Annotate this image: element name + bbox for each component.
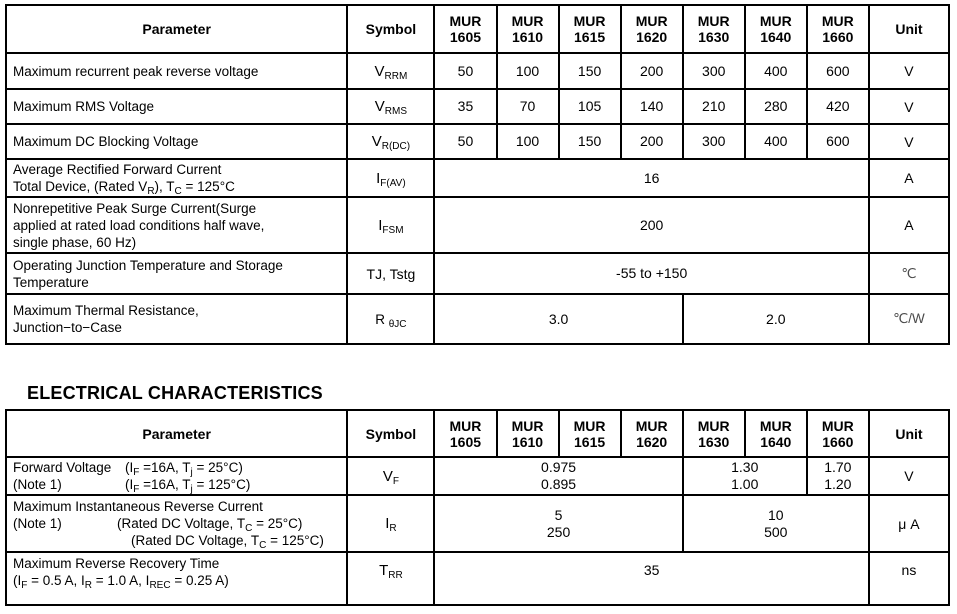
header-line: MUR	[635, 417, 668, 434]
note-text: (Note 1)	[13, 477, 62, 492]
table-row-vrrm	[6, 53, 949, 89]
value-cell: 100	[497, 53, 559, 89]
header-line: 1615	[574, 433, 606, 450]
value-line: 500	[764, 523, 788, 540]
parameter-text: Maximum Thermal Resistance,	[13, 303, 199, 318]
value-cell: 400	[745, 124, 807, 159]
value-cell: 300	[683, 124, 745, 159]
table-row-vrms	[6, 89, 949, 124]
column-header-parameter: Parameter	[6, 410, 347, 457]
parameter-text: Average Rectified Forward Current	[13, 162, 222, 177]
column-header-symbol: Symbol	[347, 5, 434, 53]
header-line: 1640	[760, 433, 792, 450]
unit-cell: V	[869, 89, 949, 124]
header-line: MUR	[449, 13, 482, 29]
header-line: 1620	[636, 433, 668, 450]
value-cell: 150	[559, 53, 621, 89]
header-line: 1615	[574, 29, 606, 45]
parameter-cell	[6, 197, 347, 253]
value-cell	[434, 495, 682, 552]
electrical-header-row	[6, 410, 949, 457]
value-cell: -55 to +150	[434, 253, 868, 294]
header-line: MUR	[697, 13, 730, 29]
symbol-cell: $V_F$	[347, 457, 434, 495]
header-line: 1660	[822, 29, 854, 45]
parameter-text: applied at rated load conditions half wave,	[13, 217, 265, 233]
column-header-mur1605	[434, 410, 496, 457]
symbol-cell: R $_{\theta JC}$	[347, 294, 434, 344]
table-row-tj-tstg	[6, 253, 949, 294]
unit-cell: A	[869, 159, 949, 197]
value-cell: 280	[745, 89, 807, 124]
parameter-text: Forward Voltage	[13, 460, 112, 475]
table-row-vf	[6, 457, 949, 495]
unit-cell: ℃/W	[869, 294, 949, 344]
header-line: MUR	[449, 417, 482, 434]
header-line: 1610	[511, 29, 544, 45]
value-cell: 50	[434, 124, 496, 159]
parameter-cell	[6, 53, 347, 89]
value-cell: 600	[807, 124, 869, 159]
header-line: MUR	[759, 417, 792, 434]
parameter-cell	[6, 159, 347, 197]
symbol-cell: TJ, Tstg	[347, 253, 434, 294]
value-cell: 300	[683, 53, 745, 89]
unit-cell: V	[869, 53, 949, 89]
column-header-mur1640	[745, 410, 807, 457]
unit-cell: V	[869, 124, 949, 159]
value-cell: 2.0	[683, 294, 869, 344]
electrical-characteristics-table	[5, 409, 950, 606]
parameter-text: Maximum Instantaneous Reverse Current	[13, 499, 263, 514]
column-header-mur1615	[559, 410, 621, 457]
symbol-cell: $T_{RR}$	[347, 552, 434, 605]
parameter-cell	[6, 124, 347, 159]
value-cell: 35	[434, 89, 496, 124]
condition-text: ($I_F =16A$, $T_j = 25^\circ C$)	[125, 460, 243, 478]
header-line: MUR	[759, 13, 792, 29]
value-line: 1.70	[824, 459, 852, 475]
unit-cell: ℃	[869, 253, 949, 294]
table-row-ir	[6, 495, 949, 552]
value-line: 5	[554, 506, 563, 523]
value-cell: 105	[559, 89, 621, 124]
parameter-text: Temperature	[13, 274, 89, 290]
header-line: 1660	[822, 433, 854, 450]
header-line: MUR	[821, 13, 854, 29]
ratings-header-row	[6, 5, 949, 53]
column-header-symbol: Symbol	[347, 410, 434, 457]
value-cell	[434, 457, 682, 495]
value-line: 10	[767, 506, 784, 523]
column-header-mur1610	[497, 410, 559, 457]
value-cell: 200	[621, 124, 683, 159]
parameter-text: Total Device, (Rated $V_R$), $T_C = 125^\circ C$	[13, 179, 235, 197]
column-header-mur1660	[807, 410, 869, 457]
header-line: MUR	[821, 417, 854, 434]
value-cell: 200	[621, 53, 683, 89]
parameter-cell	[6, 89, 347, 124]
header-line: MUR	[511, 13, 544, 29]
parameter-text: single phase, 60 Hz)	[13, 234, 137, 250]
table-row-vrdc	[6, 124, 949, 159]
value-cell: 70	[497, 89, 559, 124]
value-line: 1.00	[731, 476, 759, 492]
maximum-ratings-table	[5, 4, 950, 345]
value-cell: 210	[683, 89, 745, 124]
column-header-mur1660	[807, 5, 869, 53]
value-cell: 150	[559, 124, 621, 159]
header-line: MUR	[511, 417, 544, 434]
column-header-unit: Unit	[869, 410, 949, 457]
parameter-cell	[6, 457, 347, 495]
value-cell	[683, 495, 869, 552]
header-line: MUR	[573, 13, 606, 29]
parameter-text: Maximum recurrent peak reverse voltage	[13, 63, 259, 79]
value-line: 250	[546, 523, 571, 540]
header-line: MUR	[573, 417, 606, 434]
unit-cell: V	[869, 457, 949, 495]
header-line: 1605	[449, 433, 482, 450]
column-header-mur1630	[683, 410, 745, 457]
symbol-cell: $V_{RMS}$	[347, 89, 434, 124]
parameter-text: Nonrepetitive Peak Surge Current(Surge	[13, 200, 257, 216]
column-header-mur1605	[434, 5, 496, 53]
value-cell	[683, 457, 807, 495]
column-header-mur1620	[621, 5, 683, 53]
condition-text: ($I_F =16A$, $T_j = 125^\circ C$)	[125, 477, 251, 495]
table-row-rthjc	[6, 294, 949, 344]
header-line: MUR	[635, 13, 668, 29]
symbol-cell: $I_R$	[347, 495, 434, 552]
value-cell: 140	[621, 89, 683, 124]
condition-text: (Rated DC Voltage, $T_C = 25^\circ C$)	[117, 516, 303, 534]
condition-text: (Rated DC Voltage, $T_C = 125^\circ C$)	[131, 533, 324, 551]
header-line: MUR	[697, 417, 730, 434]
parameter-cell	[6, 294, 347, 344]
column-header-mur1640	[745, 5, 807, 53]
parameter-text: Operating Junction Temperature and Storage	[13, 257, 283, 273]
symbol-cell: $V_{R(DC)}$	[347, 124, 434, 159]
unit-cell: μ A	[869, 495, 949, 552]
column-header-mur1615	[559, 5, 621, 53]
condition-text: ($I_F = 0.5$ A, $I_R = 1.0$ A, $I_{REC} = 0.25$ A)	[13, 573, 229, 591]
column-header-unit: Unit	[869, 5, 949, 53]
parameter-text: Junction−to−Case	[13, 320, 122, 335]
value-cell: 50	[434, 53, 496, 89]
value-line: 0.975	[541, 459, 577, 475]
table-row-trr	[6, 552, 949, 605]
value-line: 0.895	[541, 476, 577, 492]
header-line: 1640	[760, 29, 792, 45]
column-header-mur1620	[621, 410, 683, 457]
value-line: 1.30	[731, 459, 759, 475]
parameter-text: Maximum RMS Voltage	[13, 99, 155, 114]
value-cell: 35	[434, 552, 868, 605]
header-line: 1605	[449, 29, 482, 45]
header-line: 1620	[636, 29, 668, 45]
parameter-cell	[6, 495, 347, 552]
header-line: 1630	[698, 433, 730, 450]
column-header-mur1630	[683, 5, 745, 53]
value-cell	[807, 457, 869, 495]
symbol-cell: $I_{FSM}$	[347, 197, 434, 253]
parameter-cell	[6, 552, 347, 605]
symbol-cell: $I_{F(AV)}$	[347, 159, 434, 197]
symbol-cell: $V_{RRM}$	[347, 53, 434, 89]
value-cell: 600	[807, 53, 869, 89]
section-title-electrical-characteristics: ELECTRICAL CHARACTERISTICS	[27, 383, 323, 403]
unit-cell: ns	[869, 552, 949, 605]
value-line: 1.20	[824, 476, 852, 492]
value-cell: 200	[434, 197, 868, 253]
header-line: 1610	[511, 433, 544, 450]
column-header-mur1610	[497, 5, 559, 53]
value-cell: 16	[434, 159, 868, 197]
parameter-text: Maximum DC Blocking Voltage	[13, 134, 199, 149]
unit-cell: A	[869, 197, 949, 253]
column-header-parameter: Parameter	[6, 5, 347, 53]
value-cell: 420	[807, 89, 869, 124]
table-row-ifav	[6, 159, 949, 197]
value-cell: 3.0	[434, 294, 682, 344]
header-line: 1630	[698, 29, 730, 45]
note-text: (Note 1)	[13, 516, 62, 531]
table-row-ifsm	[6, 197, 949, 253]
value-cell: 400	[745, 53, 807, 89]
parameter-text: Maximum Reverse Recovery Time	[13, 556, 220, 571]
parameter-cell	[6, 253, 347, 294]
value-cell: 100	[497, 124, 559, 159]
